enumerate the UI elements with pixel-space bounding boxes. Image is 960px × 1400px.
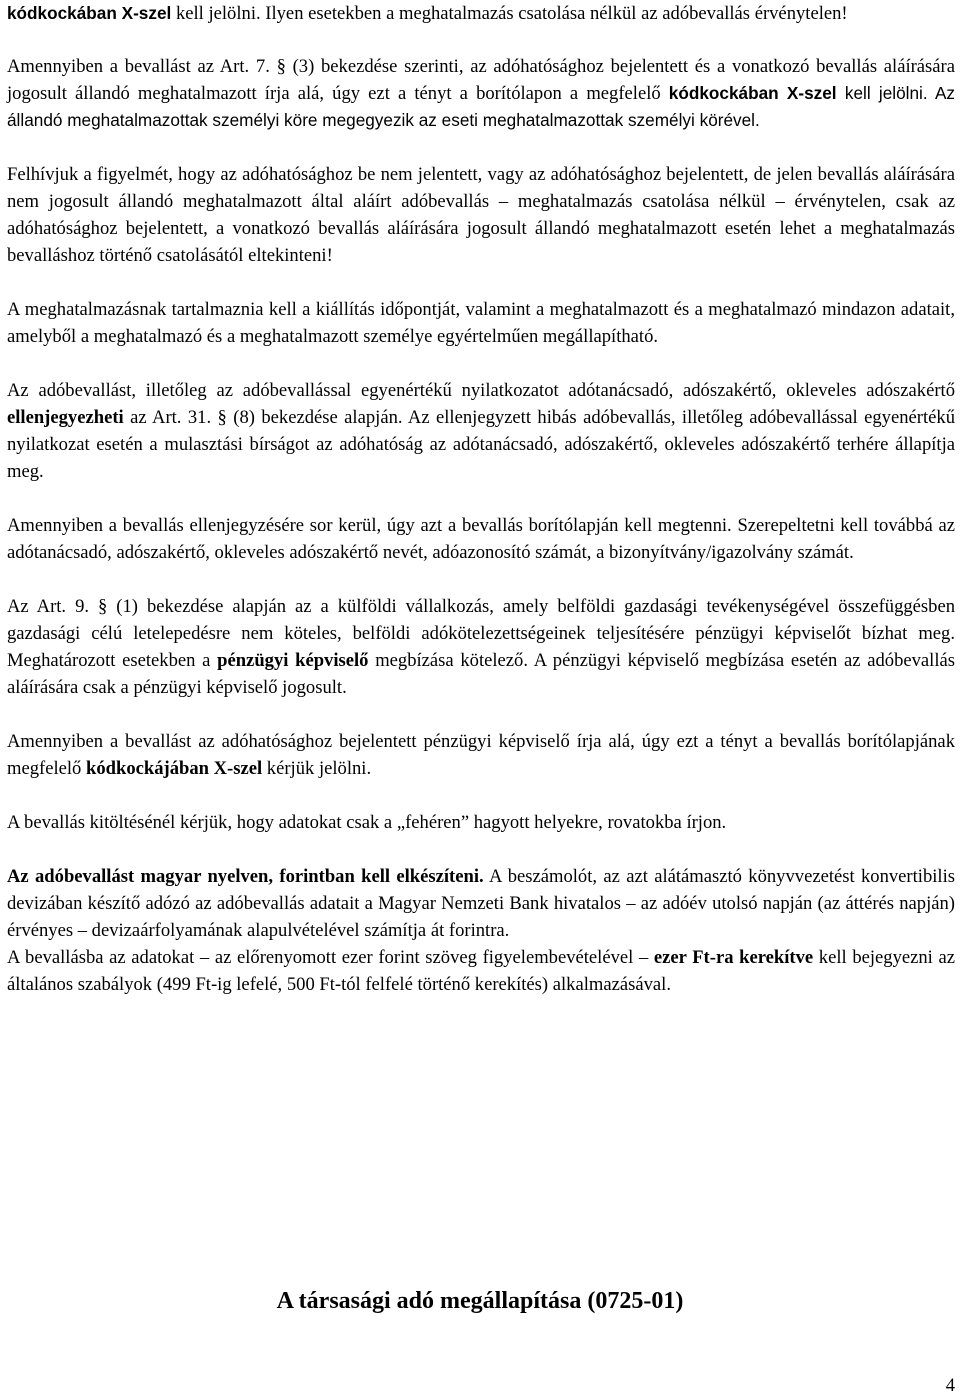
paragraph-financial-representative	[7, 593, 955, 701]
bold-phrase: kódkockában X-szel	[668, 83, 837, 103]
text-run: Felhívjuk a figyelmét, hogy az adóhatósághoz be nem jelentett, vagy az adóhatósághoz bejelentett, de jelen bevallás aláírására nem jogosult állandó meghatalmazott által aláírt adóbevallás – meghatalmazás csatolása nélkül – érvénytelen, csak az adóhatósághoz bejelentett, a vonatkozó bevallás aláírására jogosult állandó meghatalmazott esetén lehet a meghatalmazás bevalláshoz történő csatolásától eltekinteni!	[7, 164, 955, 266]
document-body	[7, 0, 955, 998]
spacer	[7, 701, 955, 728]
spacer	[7, 269, 955, 296]
text-run: Az adóbevallást, illetőleg az adóbevallással egyenértékű nyilatkozatot adótanácsadó, adószakértő, okleveles adószakértő	[7, 380, 955, 401]
paragraph-countersign	[7, 377, 955, 485]
text-run: Amennyiben a bevallás ellenjegyzésére sor kerül, úgy azt a bevallás borítólapján kell megtenni. Szerepeltetni kell továbbá az adótanácsadó, adószakértő, okleveles adószakértő nevét, adóazonosító számát, a bizonyítvány/igazolvány számát.	[7, 515, 955, 563]
text-run: kell jelölni. Ilyen esetekben a meghatalmazás csatolása nélkül az adóbevallás érvénytelen!	[171, 3, 848, 24]
paragraph-representative-signature	[7, 728, 955, 782]
text-run: kell bejegyezni az általános szabályok (499 Ft-ig lefelé, 500 Ft-tól felfelé történő kerekítés) alkalmazásával.	[7, 947, 955, 995]
paragraph-notice	[7, 161, 955, 269]
paragraph-rounding	[7, 944, 955, 998]
text-run: kell jelölni.	[836, 83, 928, 103]
section-heading: A társasági adó megállapítása (0725-01)	[276, 1288, 684, 1314]
bold-phrase: ellenjegyezheti	[7, 407, 124, 428]
spacer	[7, 782, 955, 809]
paragraph-filling-instruction	[7, 809, 955, 836]
bold-phrase: Az adóbevallást magyar nyelven, forintban kell elkészíteni.	[7, 866, 484, 887]
text-run: az Art. 31. § (8) bekezdése alapján. Az ellenjegyzett hibás adóbevallás, illetőleg adóbevallással egyenértékű nyilatkozat esetén a mulasztási bírságot az adóhatóság az adótanácsadó, adószakértő, okleveles adószakértő terhére állapítja meg.	[7, 407, 955, 482]
bold-phrase: pénzügyi képviselő	[217, 650, 369, 671]
paragraph-language-currency	[7, 863, 955, 944]
spacer	[7, 27, 955, 53]
text-run: A bevallás kitöltésénél kérjük, hogy adatokat csak a „fehéren” hagyott helyekre, rovatokba írjon.	[7, 812, 727, 833]
spacer	[7, 566, 955, 593]
spacer	[7, 836, 955, 863]
text-run: kérjük jelölni.	[262, 758, 372, 779]
paragraph-authorization-content	[7, 296, 955, 350]
bold-phrase: kódkockában X-szel	[7, 3, 172, 23]
paragraph-continuation	[7, 0, 955, 27]
paragraph-countersign-cover	[7, 512, 955, 566]
text-run: Az Art. 9. § (1) bekezdése alapján az a külföldi vállalkozás, amely belföldi gazdasági tevékenységével összefüggésben gazdasági célú letelepedésre nem köteles, belföldi adókötelezettségeinek teljesítésére pénzügyi képviselőt bízhat meg. Meghatározott esetekben a	[7, 596, 955, 671]
bold-phrase: ezer Ft-ra kerekítve	[653, 947, 814, 968]
text-run: A bevallásba az adatokat – az előrenyomott ezer forint szöveg figyelembevételével –	[7, 947, 654, 968]
spacer	[7, 350, 955, 377]
bold-phrase: kódkockájában X-szel	[86, 758, 263, 779]
text-run: Az állandó meghatalmazottak személyi köre megegyezik az eseti meghatalmazottak személyi körével.	[7, 83, 956, 130]
spacer	[7, 134, 955, 161]
text-run: A meghatalmazásnak tartalmaznia kell a kiállítás időpontját, valamint a meghatalmazott és a meghatalmazó mindazon adatait, amelyből a meghatalmazó és a meghatalmazott személye egyértelműen megállapítható.	[7, 299, 955, 347]
text-run: A beszámolót, az azt alátámasztó könyvvezetést konvertibilis devizában készítő adózó az adóbevallás adatait a Magyar Nemzeti Bank hivatalos – az adóév utolsó napján (az áttérés napján) érvényes – devizaárfolyamának alapulvételével számítja át forintra.	[7, 866, 955, 941]
text-run: Amennyiben a bevallást az adóhatósághoz bejelentett pénzügyi képviselő írja alá, úgy ezt a tényt a bevallás borítólapjának megfelelő	[7, 731, 955, 779]
page-number: 4	[945, 1375, 955, 1396]
text-run: Amennyiben a bevallást az Art. 7. § (3) bekezdése szerinti, az adóhatósághoz bejelentett és a vonatkozó bevallás aláírására jogosult állandó meghatalmazott írja alá, úgy ezt a tényt a borítólapon a megfelelő	[7, 56, 955, 104]
text-run: megbízása kötelező. A pénzügyi képviselő megbízása esetén az adóbevallás aláírására csak a pénzügyi képviselő jogosult.	[7, 650, 955, 698]
paragraph-standing-representative	[7, 53, 955, 134]
spacer	[7, 485, 955, 512]
